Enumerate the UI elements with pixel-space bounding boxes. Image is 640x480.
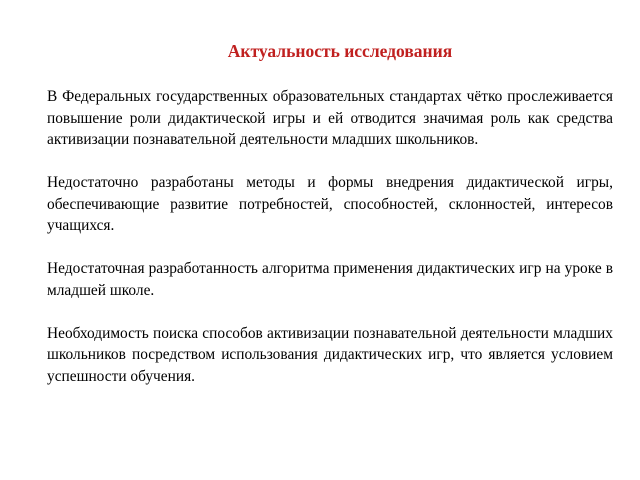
paragraph-algorithm: Недостаточная разработанность алгоритма применения дидактических игр на уроке в младшей школе.: [47, 260, 613, 299]
slide-body: [47, 86, 613, 387]
paragraph-methods: Недостаточно разработаны методы и формы внедрения дидактической игры, обеспечивающие развитие потребностей, способностей, склонностей, интересов учащихся.: [47, 174, 613, 234]
paragraph-necessity: Необходимость поиска способов активизации познавательной деятельности младших школьников посредством использования дидактических игр, что является условием успешности обучения.: [47, 324, 613, 385]
slide-title: Актуальность исследования: [227, 41, 453, 61]
paragraph-standards: В Федеральных государственных образовательных стандартах чётко прослеживается повышение роли дидактической игры и ей отводится значимая роль как средства активизации познавательной деятельности младших школьников.: [47, 88, 613, 148]
